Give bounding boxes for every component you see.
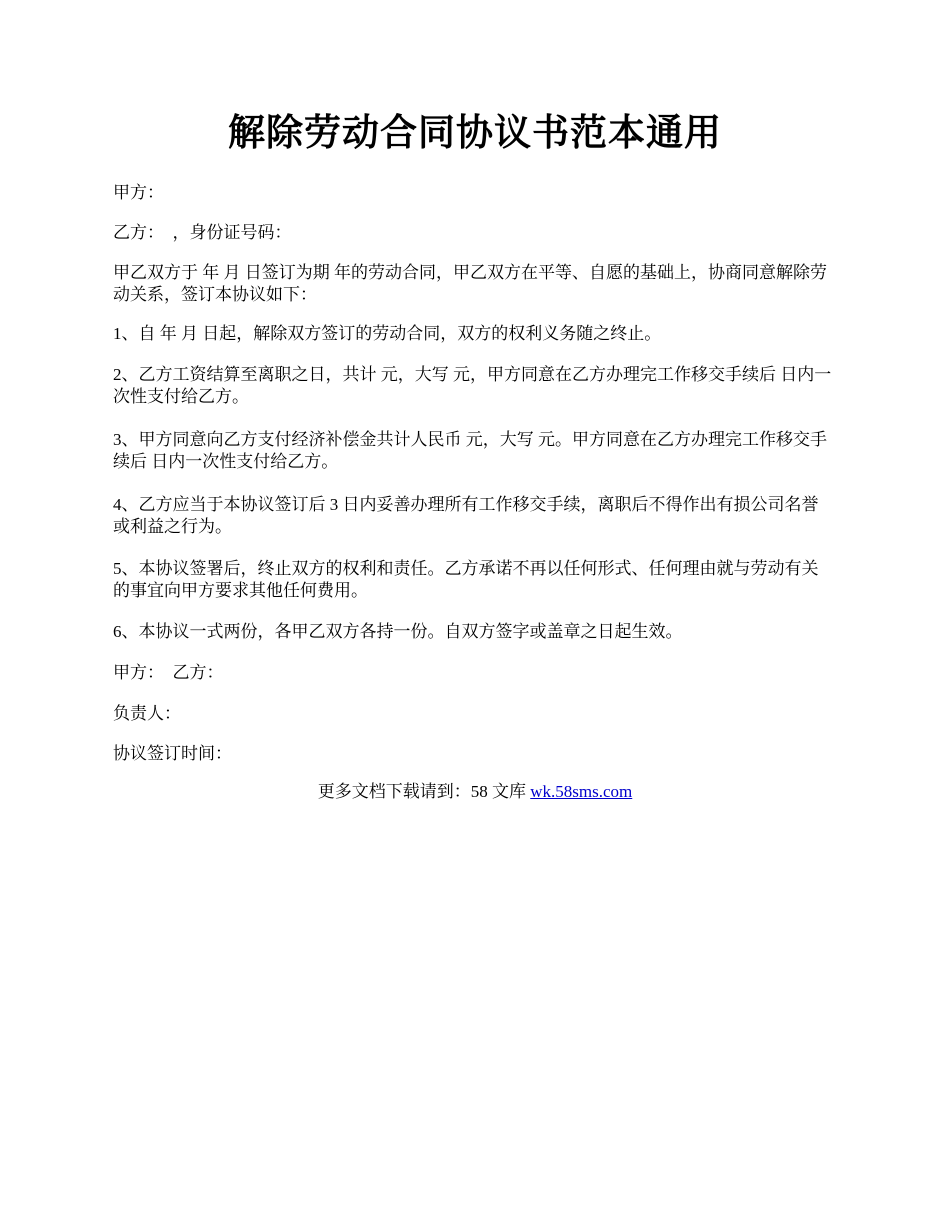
document-title: 解除劳动合同协议书范本通用	[228, 113, 722, 154]
party-a-line: 甲方：	[113, 183, 164, 202]
download-footer	[0, 781, 950, 803]
intro-paragraph: 甲乙双方于 年 月 日签订为期 年的劳动合同，甲乙双方在平等、自愿的基础上，协商同意解除劳动关系，签订本协议如下：	[113, 263, 827, 304]
clause-5: 5、本协议签署后，终止双方的权利和责任。乙方承诺不再以任何形式、任何理由就与劳动有关的事宜向甲方要求其他任何费用。	[113, 559, 819, 600]
clause-6: 6、本协议一式两份，各甲乙双方各持一份。自双方签字或盖章之日起生效。	[113, 622, 683, 641]
clause-2: 2、乙方工资结算至离职之日，共计 元，大写 元，甲方同意在乙方办理完工作移交手续后 日内一次性支付给乙方。	[113, 365, 832, 406]
clause-1: 1、自 年 月 日起，解除双方签订的劳动合同，双方的权利义务随之终止。	[113, 324, 662, 343]
responsible-person-line: 负责人：	[113, 704, 181, 723]
footer-website-link[interactable]: wk.58sms.com	[530, 782, 633, 801]
signing-date-line: 协议签订时间：	[113, 744, 232, 763]
clause-3: 3、甲方同意向乙方支付经济补偿金共计人民币 元，大写 元。甲方同意在乙方办理完工作移交手续后 日内一次性支付给乙方。	[113, 430, 827, 471]
footer-prefix-text: 更多文档下载请到：58 文库	[317, 782, 531, 801]
clause-4: 4、乙方应当于本协议签订后 3 日内妥善办理所有工作移交手续，离职后不得作出有损公司名誉或利益之行为。	[113, 495, 819, 536]
signature-parties-line: 甲方： 乙方：	[113, 663, 224, 682]
party-b-line: 乙方： ，身份证号码：	[113, 223, 292, 242]
